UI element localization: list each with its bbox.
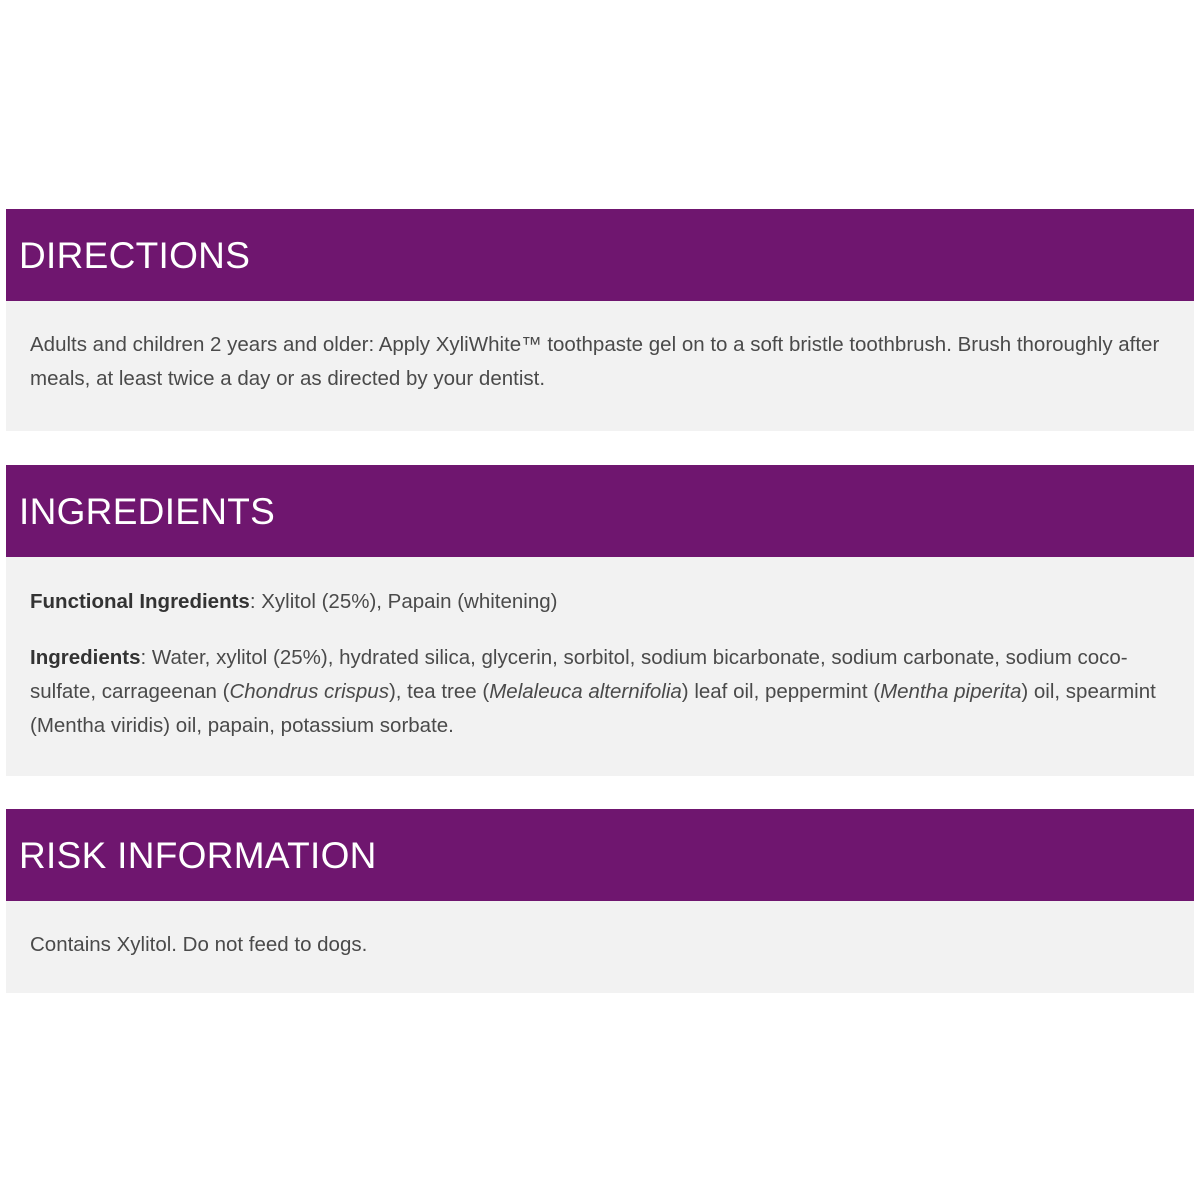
ingredients-body	[6, 557, 1194, 776]
risk-header	[6, 809, 1194, 901]
ingredients-italic-chondrus: Chondrus crispus	[229, 680, 389, 703]
directions-text: Adults and children 2 years and older: Apply XyliWhite™ toothpaste gel on to a soft bristle toothbrush. Brush thoroughly after meals, at least twice a day or as directed by your dentist.	[30, 333, 1160, 390]
directions-body	[6, 301, 1194, 431]
risk-title: RISK INFORMATION	[19, 835, 377, 876]
risk-text: Contains Xylitol. Do not feed to dogs.	[30, 933, 368, 956]
ingredients-text-part-1: : Water, xylitol (25%), hydrated silica, glycerin, sorbitol, sodium bicarbonate, sodium carbonate, sodium coco-sulfate, carrageenan (	[30, 646, 1128, 703]
risk-body	[6, 901, 1194, 993]
paragraph-spacer	[30, 619, 1174, 641]
directions-header	[6, 209, 1194, 301]
ingredients-header	[6, 465, 1194, 557]
directions-title: DIRECTIONS	[19, 235, 251, 276]
ingredients-section	[6, 465, 1194, 776]
ingredients-text-part-4: ) oil, spearmint (Mentha viridis) oil, papain, potassium sorbate.	[30, 680, 1156, 737]
functional-ingredients-label: Functional Ingredients	[30, 590, 250, 613]
functional-ingredients-text: : Xylitol (25%), Papain (whitening)	[249, 590, 558, 613]
functional-ingredients-paragraph	[30, 585, 1174, 619]
ingredients-paragraph	[30, 641, 1174, 743]
ingredients-title: INGREDIENTS	[19, 491, 276, 532]
ingredients-italic-mentha: Mentha piperita	[880, 680, 1022, 703]
ingredients-text-part-3: ) leaf oil, peppermint (	[681, 680, 881, 703]
directions-section	[6, 209, 1194, 431]
risk-section	[6, 809, 1194, 993]
ingredients-label: Ingredients	[30, 646, 141, 669]
ingredients-italic-melaleuca: Melaleuca alternifolia	[489, 680, 682, 703]
ingredients-text-part-2: ), tea tree (	[388, 680, 490, 703]
